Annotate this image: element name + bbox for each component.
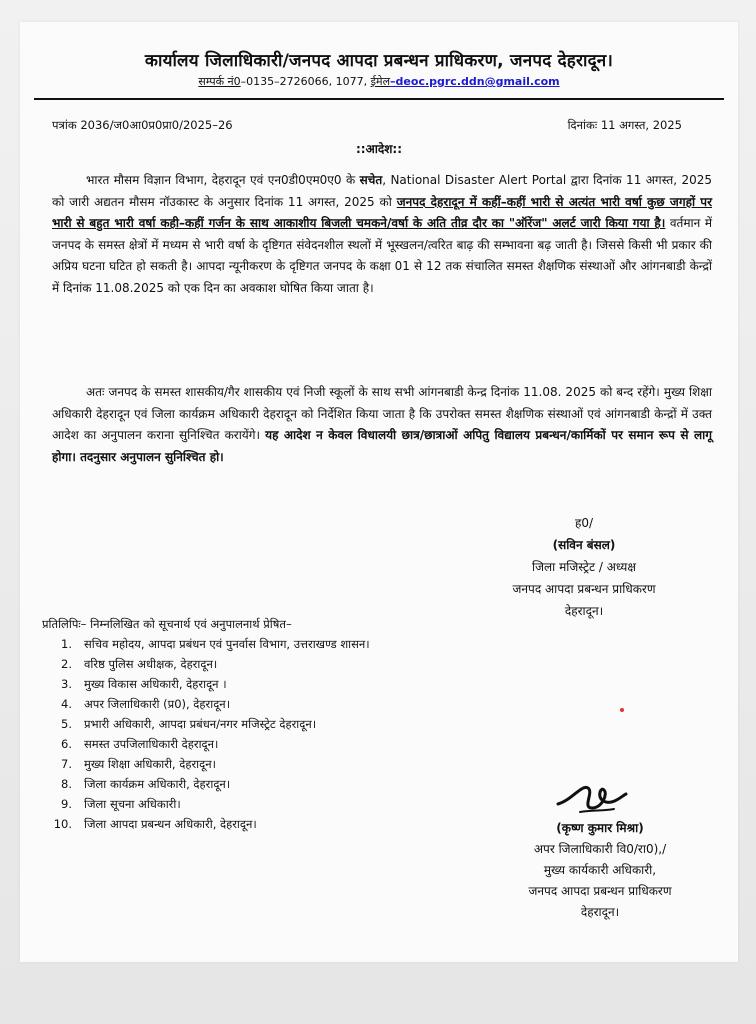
signatory-2-designation-1: अपर जिलाधिकारी वि0/रा0),/	[533, 842, 667, 856]
copy-to-item	[42, 774, 462, 794]
para1-alert-text: जनपद देहरादून में कहीं–कहीं भारी से अत्यंत भारी वर्षा कुछ जगहों पर भारी से बहुत भारी वर्षा कही–कहीं गर्जन के साथ आकाशीय बिजली चमकने/वर्षा के अति तीव्र दौर का "ऑरेंज" अलर्ट जारी किया गया है।	[52, 194, 712, 230]
copy-to-item	[42, 694, 462, 714]
copy-to-item-number: 4.	[61, 697, 72, 711]
signatory-2-designation-2: मुख्य कार्यकारी अधिकारी,	[543, 863, 657, 877]
copy-to-item-text: मुख्य विकास अधिकारी, देहरादून ।	[84, 677, 227, 691]
copy-to-item	[42, 714, 462, 734]
copy-to-item-number: 8.	[61, 777, 72, 791]
header-divider	[34, 98, 724, 100]
para2-bold-text: यह आदेश न केवल विधालयी छात्र/छात्राओं अपितु विद्यालय प्रबन्धन/कार्मिकों पर समान रूप से लागू होगा। तदनुसार अनुपालन सुनिश्चित हो।	[52, 428, 712, 464]
copy-to-item	[42, 634, 462, 654]
office-title: कार्यालय जिलाधिकारी/जनपद आपदा प्रबन्धन प्राधिकरण, जनपद देहरादून।	[144, 51, 614, 71]
para1-text-3: वर्तमान में जनपद के समस्त क्षेत्रों में मध्यम से भारी वर्षा के दृष्टिगत संवेदनशील स्थलों में भूस्खलन/त्वरित बाढ़ की सम्भावना बढ़ जाती है। जिससे किसी भी प्रकार की अप्रिय घटना घटित हो सकती है। आपदा न्यूनीकरण के दृष्टिगत जनपद के कक्षा 01 से 12 तक संचालित समस्त शैक्षणिक संस्थाओं और आंगनबाडी केन्द्रों में दिनांक 11.08.2025 को एक दिन का अवकाश घोषित किया जाता है।	[52, 216, 712, 295]
copy-to-item-number: 6.	[61, 737, 72, 751]
copy-to-item-text: जिला आपदा प्रबन्धन अधिकारी, देहरादून।	[84, 817, 257, 831]
signatory-1-name: (सविन बंसल)	[552, 538, 616, 552]
copy-to-item-number: 1.	[61, 637, 72, 651]
document-page	[20, 22, 738, 962]
signatory-1	[464, 512, 704, 622]
copy-to-item-text: वरिष्ठ पुलिस अधीक्षक, देहरादून।	[84, 657, 218, 671]
copy-to-list	[42, 634, 462, 834]
copy-to-item-number: 2.	[61, 657, 72, 671]
copy-to-item-text: अपर जिलाधिकारी (प्र0), देहरादून।	[84, 697, 231, 711]
para1-text-1: भारत मौसम विज्ञान विभाग, देहरादून एवं एन0डी0एम0ए0 के	[86, 173, 360, 187]
copy-to-section	[42, 614, 462, 834]
copy-to-item-text: मुख्य शिक्षा अधिकारी, देहरादून।	[84, 757, 216, 771]
letter-date: दिनांकः 11 अगस्त, 2025	[567, 118, 682, 132]
red-dot-mark	[620, 708, 624, 712]
copy-to-heading: प्रतिलिपिः– निम्नलिखित को सूचनार्थ एवं अनुपालनार्थ प्रेषित–	[42, 617, 292, 631]
copy-to-item-number: 7.	[61, 757, 72, 771]
para2-text: अतः जनपद के समस्त शासकीय/गैर शासकीय एवं निजी स्कूलों के साथ सभी आंगनबाडी केन्द्र दिनांक 11.08. 2025 को बन्द रहेंगे। मुख्य शिक्षा अधिकारी देहरादून एवं जिला कार्यक्रम अधिकारी देहरादून को निर्देशित किया जाता है कि उपरोक्त समस्त शैक्षणिक संस्थाओं एवं आंगनबाडी केन्द्रों में उक्त आदेश का अनुपालन कराना सुनिश्चित करायेंगे।	[52, 385, 712, 442]
copy-to-item	[42, 734, 462, 754]
signatory-2	[490, 818, 710, 923]
order-heading: ::आदेश::	[356, 142, 402, 156]
copy-to-item-text: जिला सूचना अधिकारी।	[84, 797, 181, 811]
order-paragraph-1	[52, 170, 712, 299]
copy-to-item-text: सचिव महोदय, आपदा प्रबंधन एवं पुनर्वास विभाग, उत्तराखण्ड शासन।	[84, 637, 370, 651]
signatory-1-designation-1: जिला मजिस्ट्रेट / अध्यक्ष	[532, 560, 636, 574]
copy-to-item-text: प्रभारी अधिकारी, आपदा प्रबंधन/नगर मजिस्ट्रेट देहरादून।	[84, 717, 317, 731]
copy-to-item	[42, 794, 462, 814]
copy-to-item-number: 10.	[53, 817, 72, 831]
signatory-2-place: देहरादून।	[580, 905, 620, 919]
contact-label: सम्पर्क नं0	[198, 75, 241, 88]
copy-to-item-text: समस्त उपजिलाधिकारी देहरादून।	[84, 737, 219, 751]
copy-to-item	[42, 814, 462, 834]
copy-to-item-number: 3.	[61, 677, 72, 691]
email-label: ईमेल	[370, 75, 391, 88]
para1-text-2: , National Disaster Alert Portal द्वारा दिनांक 11 अगस्त, 2025 को जारी अद्यतन मौसम नॉउकास्ट के अनुसार दिनांक 11 अगस्त, 2025 को	[52, 173, 712, 209]
para1-alert-word: सचेत	[359, 173, 383, 187]
copy-to-item	[42, 654, 462, 674]
copy-to-item-text: जिला कार्यक्रम अधिकारी, देहरादून।	[84, 777, 231, 791]
signatory-1-designation-2: जनपद आपदा प्रबन्धन प्राधिकरण	[512, 582, 656, 596]
copy-to-item-number: 9.	[61, 797, 72, 811]
contact-line	[20, 74, 738, 89]
signatory-1-place: देहरादून।	[564, 604, 604, 618]
copy-to-item	[42, 754, 462, 774]
email-address: –deoc.pgrc.ddn@gmail.com	[390, 75, 560, 88]
copy-to-item	[42, 674, 462, 694]
sign-mark: ह0/	[574, 516, 594, 530]
letter-number: पत्रांक 2036/ज0आ0प्र0प्रा0/2025–26	[52, 118, 233, 132]
signatory-2-name: (कृष्ण कुमार मिश्रा)	[556, 821, 644, 835]
copy-to-item-number: 5.	[61, 717, 72, 731]
contact-numbers: –0135–2726066, 1077,	[240, 75, 368, 88]
signatory-2-designation-3: जनपद आपदा प्रबन्धन प्राधिकरण	[528, 884, 672, 898]
signature-image	[552, 774, 632, 818]
order-paragraph-2	[52, 382, 712, 468]
